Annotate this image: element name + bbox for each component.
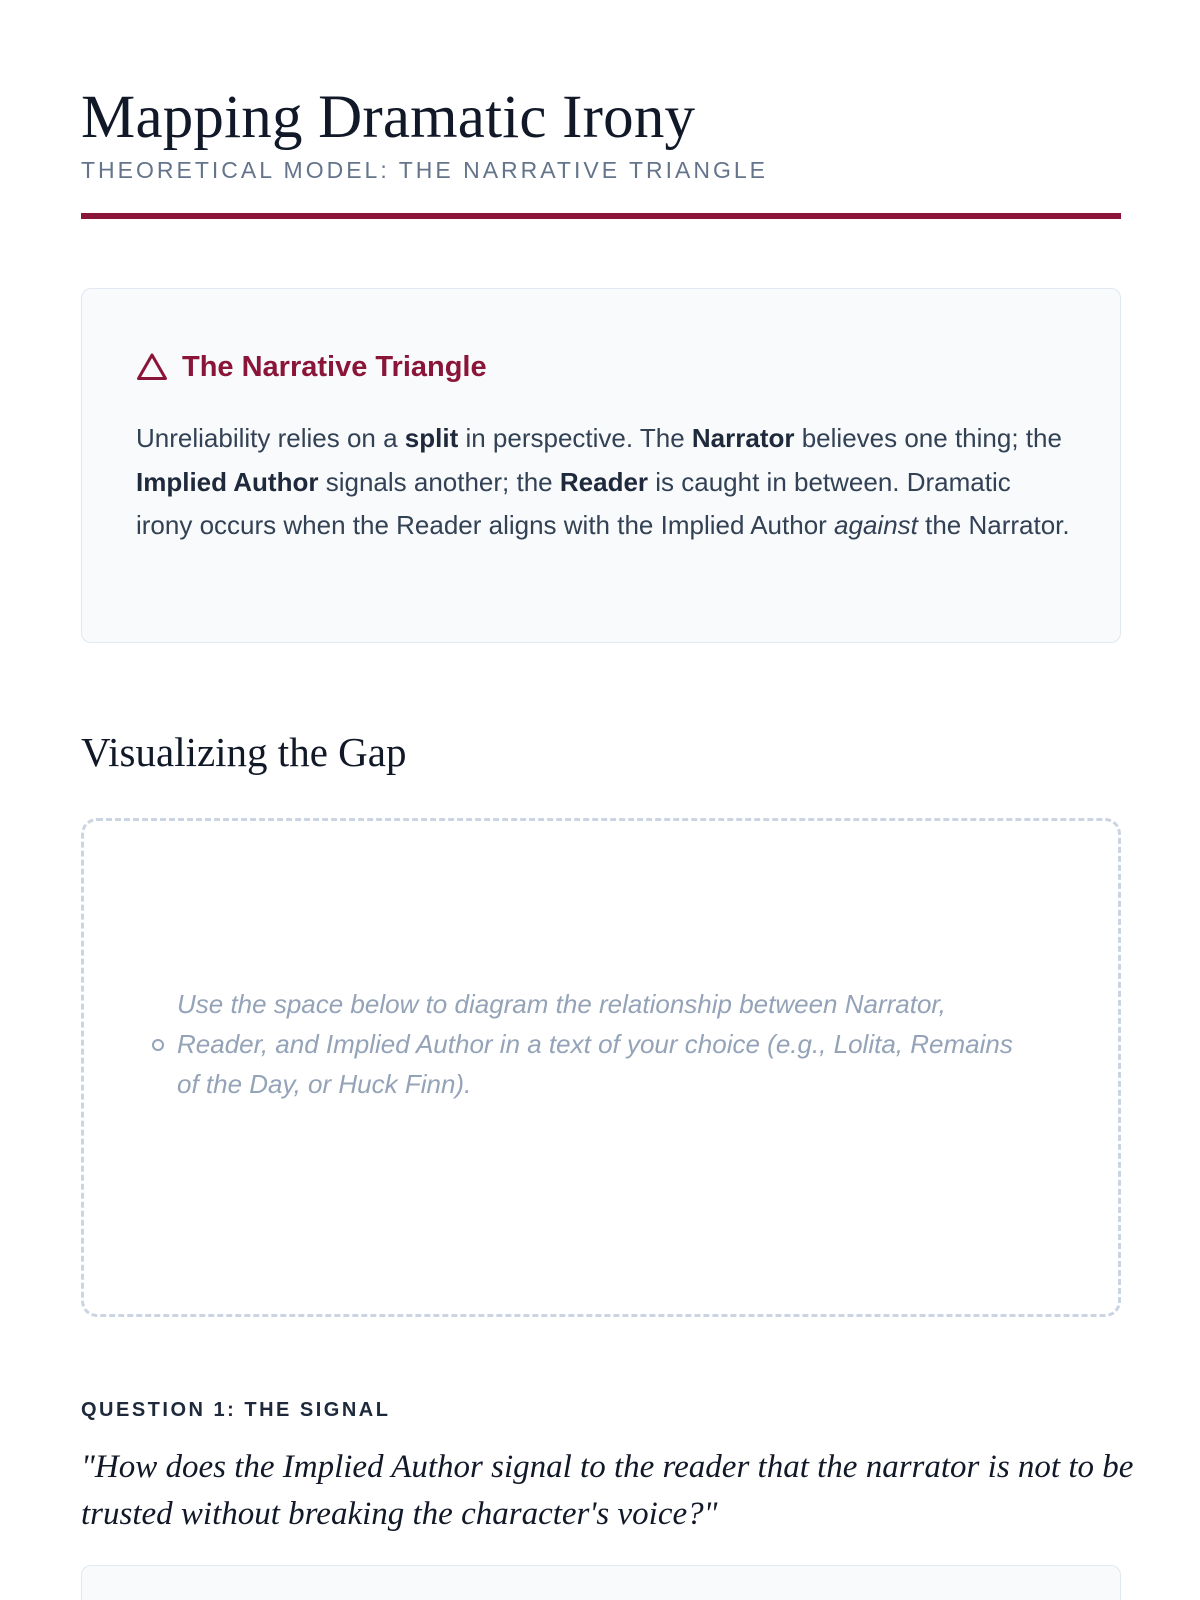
emphasis-split: split bbox=[404, 423, 459, 453]
bullet-icon bbox=[152, 1039, 164, 1051]
callout-text: is caught in between. Dramatic irony occurs when the Reader aligns with the Implied Author bbox=[136, 466, 1011, 540]
diagram-prompt: Use the space below to diagram the relationship between Narrator, Reader, and Implied Author in a text of your choice (e.g., Lolita, Remains of the Day, or Huck Finn). bbox=[177, 989, 1013, 1099]
callout-text: Unreliability relies on a bbox=[136, 423, 405, 453]
emphasis-against: against bbox=[834, 510, 918, 540]
emphasis-implied-author: Implied Author bbox=[136, 466, 319, 497]
triangle-icon bbox=[136, 352, 168, 382]
diagram-drawing-area[interactable] bbox=[81, 818, 1121, 1317]
question-1-label: QUESTION 1: THE SIGNAL bbox=[81, 1399, 391, 1421]
callout-body bbox=[136, 417, 1071, 548]
callout-text: the Narrator. bbox=[917, 510, 1070, 540]
callout-header bbox=[136, 349, 487, 385]
emphasis-narrator: Narrator bbox=[691, 423, 795, 453]
question-1-answer-box[interactable] bbox=[81, 1565, 1121, 1600]
emphasis-reader: Reader bbox=[559, 466, 649, 497]
section-title: Visualizing the Gap bbox=[81, 729, 407, 775]
callout-text: believes one thing; the bbox=[794, 423, 1062, 453]
callout-title: The Narrative Triangle bbox=[182, 351, 487, 383]
callout-text: signals another; the bbox=[318, 466, 560, 497]
page-title: Mapping Dramatic Irony bbox=[81, 84, 696, 151]
title-divider bbox=[81, 213, 1121, 219]
page-subtitle: THEORETICAL MODEL: THE NARRATIVE TRIANGLE bbox=[81, 157, 769, 183]
question-1-text: "How does the Implied Author signal to the reader that the narrator is not to be trusted without breaking the character's voice?" bbox=[81, 1449, 1134, 1532]
callout-text: in perspective. The bbox=[458, 423, 692, 453]
narrative-triangle-callout bbox=[81, 288, 1121, 643]
